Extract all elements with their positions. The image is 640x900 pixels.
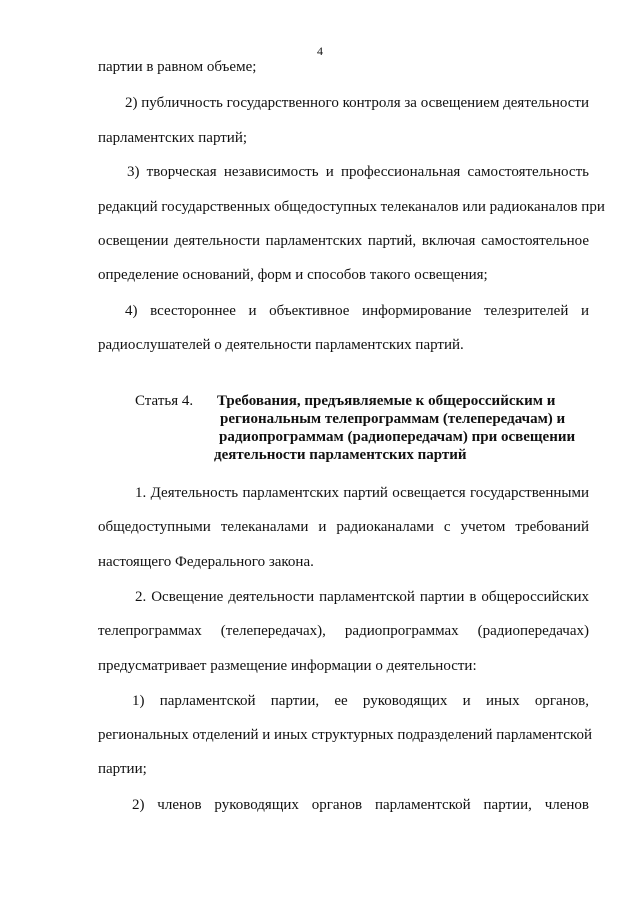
text-line-11: общедоступными телеканалами и радиоканалами с учетом требований: [98, 519, 589, 535]
text-line-9: радиослушателей о деятельности парламентских партий.: [98, 337, 464, 353]
text-line-3: парламентских партий;: [98, 130, 248, 146]
text-line-5: редакций государственных общедоступных телеканалов или радиоканалов при: [98, 199, 605, 215]
text-line-1: партии в равном объеме;: [98, 59, 257, 75]
text-line-10: 1. Деятельность парламентских партий освещается государственными: [135, 485, 589, 501]
text-line-14: телепрограммах (телепередачах), радиопрограммах (радиопередачах): [98, 623, 589, 639]
text-line-7: определение оснований, форм и способов такого освещения;: [98, 267, 488, 283]
text-line-6: освещении деятельности парламентских партий, включая самостоятельное: [98, 233, 589, 249]
text-line-15: предусматривает размещение информации о деятельности:: [98, 658, 477, 674]
article-title-line-3: радиопрограммам (радиопередачам) при освещении: [219, 429, 576, 445]
text-line-2: 2) публичность государственного контроля за освещением деятельности: [125, 95, 589, 111]
text-line-13: 2. Освещение деятельности парламентской партии в общероссийских: [135, 589, 589, 605]
text-line-8: 4) всестороннее и объективное информирование телезрителей и: [125, 303, 589, 319]
text-line-12: настоящего Федерального закона.: [98, 554, 314, 570]
article-title-line-4: деятельности парламентских партий: [214, 447, 467, 463]
article-label: Статья 4.: [135, 393, 194, 409]
text-line-18: партии;: [98, 761, 147, 777]
text-line-17: региональных отделений и иных структурных подразделений парламентской: [98, 727, 592, 743]
article-title-line-1: Требования, предъявляемые к общероссийским и: [217, 393, 556, 409]
text-line-16: 1) парламентской партии, ее руководящих и иных органов,: [132, 693, 589, 709]
text-line-4: 3) творческая независимость и профессиональная самостоятельность: [127, 164, 589, 180]
text-line-19: 2) членов руководящих органов парламентской партии, членов: [132, 797, 589, 813]
article-title: [214, 392, 576, 464]
article-title-line-2: региональным телепрограммам (телепередачам) и: [220, 411, 566, 427]
page-number: 4: [317, 44, 323, 58]
